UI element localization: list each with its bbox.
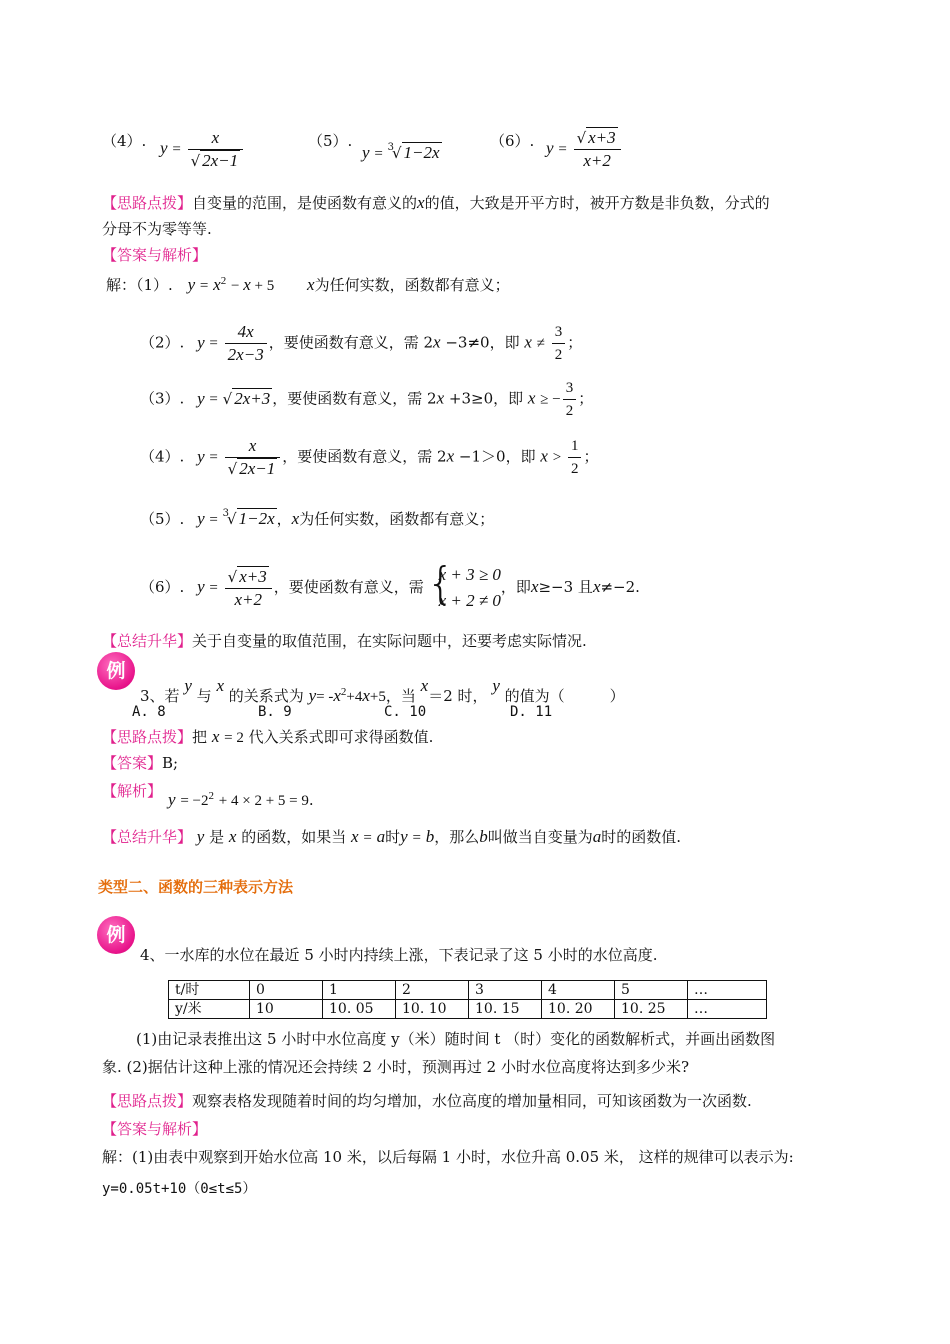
- table-cell: 10. 05: [323, 1000, 396, 1019]
- formula-4: y = $\frac{x}{√ 2x-1}$: [160, 128, 245, 171]
- table-cell: 10. 20: [542, 1000, 615, 1019]
- solution-5: （5）. y = $^3$√ 1−2x ，x为任何实数，函数都有意义；: [140, 508, 495, 528]
- solution-4: （4）. y = $\frac{x}{√ 2x-1}$ ，要使函数有意义，需 2x −1＞0，即 x > $\frac{1}{2}$ ；: [140, 436, 599, 478]
- table-cell: 10. 25: [615, 1000, 688, 1019]
- ex3-answer: 【答案】B;: [102, 754, 179, 772]
- hint-tag: 【思路点拨】: [102, 194, 193, 212]
- solution-1: 解：（1）. $y = x^2 - x + 5$ x为任何实数，函数都有意义；: [106, 275, 510, 294]
- ex3-analysis: 【解析】: [102, 782, 163, 800]
- answer-analysis-tag: 【答案与解析】: [102, 246, 208, 264]
- option-b: B. 9: [258, 704, 292, 720]
- solution-3: （3）. y = √ 2x+3 ，要使函数有意义，需 2x +3≥0，即 x ≥ − $\frac{3}{2}$ ；: [140, 380, 594, 419]
- ex3-hint: 【思路点拨】把 x = 2 代入关系式即可求得函数值.: [102, 727, 434, 746]
- table-cell: y/米: [169, 1000, 250, 1019]
- table-cell: 10: [250, 1000, 323, 1019]
- formula-5: y = $^3$√ 1−2x: [362, 142, 440, 162]
- item-5-label: （5）.: [308, 132, 353, 150]
- ex4-solution-1: 解：(1)由表中观察到开始水位高 10 米，以后每隔 1 小时，水位升高 0.05 米， 这样的规律可以表示为:: [102, 1148, 794, 1166]
- item-4: [102, 130, 146, 151]
- ex4-answer-tag: 【答案与解析】: [102, 1120, 208, 1138]
- option-a: A. 8: [132, 704, 166, 720]
- ex3-summary: 【总结升华】 y 是 x 的函数，如果当 x = a时y = b，那么b叫做当自变量为a时的函数值.: [102, 827, 682, 846]
- table-cell: 10. 10: [396, 1000, 469, 1019]
- table-cell: 10. 15: [469, 1000, 542, 1019]
- table-cell: 5: [615, 981, 688, 1000]
- section-heading: 类型二、函数的三种表示方法: [98, 878, 294, 896]
- example-badge-4: 例: [97, 916, 135, 954]
- table-cell: …: [688, 1000, 767, 1019]
- ex4-solution-2: y=0.05t+10（0≤t≤5）: [102, 1181, 257, 1197]
- item-6-label: （6）.: [490, 132, 535, 150]
- water-level-table: [168, 980, 767, 1019]
- table-cell: 0: [250, 981, 323, 1000]
- ex2-hint-cont: 分母不为零等等.: [102, 220, 212, 238]
- ex4-hint: 【思路点拨】观察表格发现随着时间的均匀增加，水位高度的增加量相同，可知该函数为一次函数.: [102, 1092, 752, 1110]
- table-cell: t/时: [169, 981, 250, 1000]
- ex4-question: 4、一水库的水位在最近 5 小时内持续上涨，下表记录了这 5 小时的水位高度.: [140, 946, 658, 964]
- table-row: [169, 1000, 767, 1019]
- item-5: [308, 130, 352, 151]
- table-cell: 4: [542, 981, 615, 1000]
- table-cell: 1: [323, 981, 396, 1000]
- table-row: [169, 981, 767, 1000]
- ex4-question-parts-1: (1)由记录表推出这 5 小时中水位高度 y（米）随时间 t （时）变化的函数解析式，并画出函数图: [136, 1030, 776, 1048]
- option-c: C. 10: [384, 704, 427, 720]
- inequality-system: { x + 3 ≥ 0 x + 2 ≠ 0: [426, 558, 501, 610]
- solution-6: （6）. y = $\frac{√ x+3}{x+2}$ ，要使函数有意义，需 { x + 3 ≥ 0 x + 2 ≠ 0 ，即x≥−3 且x≠−2.: [140, 562, 640, 614]
- table-cell: 3: [469, 981, 542, 1000]
- option-d: D. 11: [510, 704, 553, 720]
- example-badge-3: 例: [97, 652, 135, 690]
- ex2-summary: 【总结升华】关于自变量的取值范围，在实际问题中，还要考虑实际情况.: [102, 632, 587, 650]
- solution-2: （2）. y = $\frac{4x}{2x-3}$ ，要使函数有意义，需 2x −3≠0，即 x ≠ $\frac{3}{2}$ ；: [140, 322, 583, 364]
- table-cell: 2: [396, 981, 469, 1000]
- ex2-hint: 【思路点拨】自变量的范围，是使函数有意义的x的值，大致是开平方时，被开方数是非负数，分式的: [102, 193, 770, 212]
- formula-6: y = $\frac{√ x+3}{x+2}$: [546, 128, 623, 171]
- ex3-question: 3、若 y 与 x 的关系式为 $y= -x^2+4x+5$，当 x＝2 时， y 的值为（ ）: [140, 676, 625, 705]
- ex4-question-parts-2: 象. (2)据估计这种上涨的情况还会持续 2 小时，预测再过 2 小时水位高度将达到多少米?: [102, 1058, 689, 1076]
- table-cell: …: [688, 981, 767, 1000]
- ex3-calculation: $y = -2^2 + 4 \times 2 + 5 = 9$.: [168, 790, 314, 809]
- ex3-options: [132, 704, 552, 720]
- item-6: [490, 130, 534, 151]
- item-4-label: （4）.: [102, 132, 147, 150]
